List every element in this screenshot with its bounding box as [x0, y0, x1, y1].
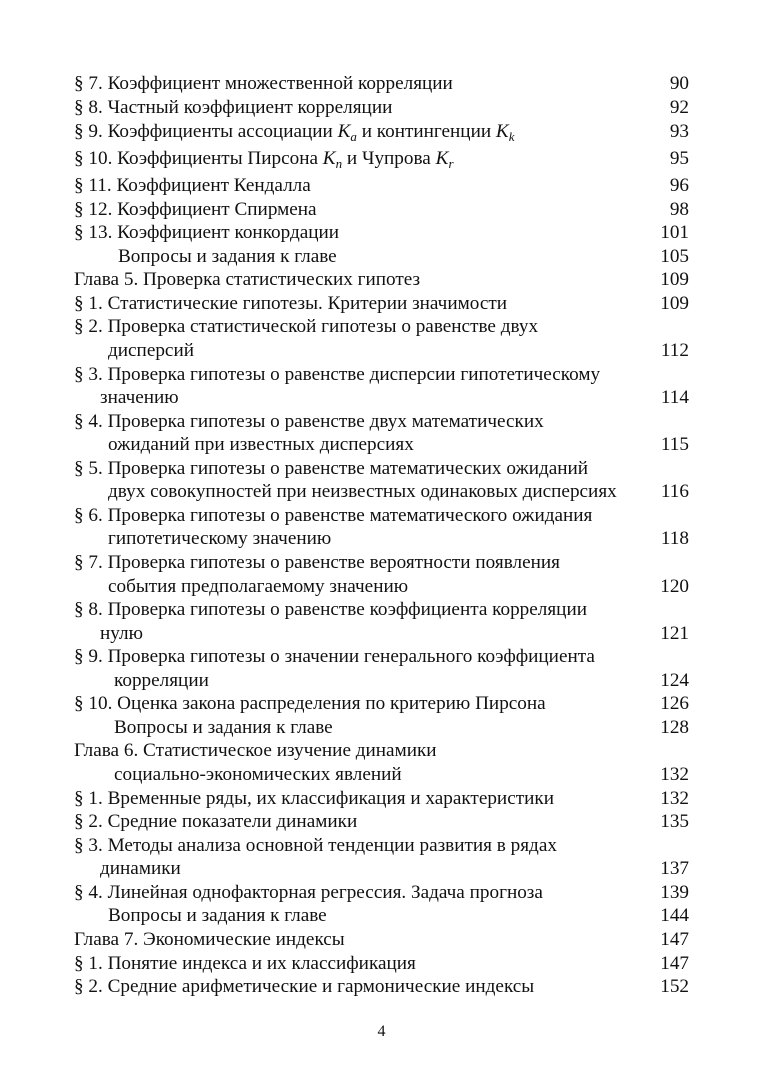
toc-line: [74, 221, 689, 245]
toc-text: события предполагаемому значению: [108, 576, 409, 597]
toc-text: § 8. Частный коэффициент корреляции: [74, 97, 393, 118]
toc-page-number: 96: [669, 175, 689, 196]
toc-text: значению: [100, 387, 179, 408]
toc-line: [74, 174, 689, 198]
toc-text: Вопросы и задания к главе: [118, 246, 337, 267]
toc-line: [74, 268, 689, 292]
toc-line: [74, 857, 689, 881]
toc-text: § 4. Линейная однофакторная регрессия. Задача прогноза: [74, 882, 543, 903]
toc-text: Глава 7. Экономические индексы: [74, 929, 345, 950]
toc-text: § 13. Коэффициент конкордации: [74, 222, 340, 243]
toc-text: § 3. Проверка гипотезы о равенстве дисперсии гипотетическому: [74, 364, 601, 385]
toc-line: [74, 763, 689, 787]
toc-line: [74, 716, 689, 740]
page-number: 4: [377, 1023, 386, 1040]
toc-text: Глава 5. Проверка статистических гипотез: [74, 269, 421, 290]
toc-page-number: 135: [660, 811, 689, 832]
toc-line: [74, 480, 689, 504]
toc-page-number: 128: [660, 717, 689, 738]
toc-line: [74, 120, 689, 144]
toc-text: Вопросы и задания к главе: [114, 717, 333, 738]
toc-text: Вопросы и задания к главе: [108, 905, 327, 926]
toc-line: [74, 645, 689, 669]
toc-page-number: 98: [669, 199, 689, 220]
toc-text: динамики: [100, 858, 181, 879]
toc-page-number: 147: [660, 929, 689, 950]
toc-line: [74, 433, 689, 457]
toc-page-number: 121: [660, 623, 689, 644]
toc-text: § 11. Коэффициент Кендалла: [74, 175, 311, 196]
toc-line: [74, 551, 689, 575]
toc-page-number: 126: [660, 693, 689, 714]
toc-line: [74, 904, 689, 928]
toc-text: дисперсий: [108, 340, 194, 361]
math-symbol: $K_r$: [435, 148, 454, 171]
toc-page-number: 144: [660, 905, 689, 926]
toc-page-number: 90: [669, 73, 689, 94]
toc-text: § 9. Проверка гипотезы о значении генерального коэффициента: [74, 646, 595, 667]
toc-text: Глава 6. Статистическое изучение динамики: [74, 740, 437, 761]
toc-line: [74, 315, 689, 339]
toc-line: [74, 339, 689, 363]
toc-page-number: 124: [660, 670, 689, 691]
toc-line: [74, 975, 689, 999]
toc-line: [74, 292, 689, 316]
toc-text: корреляции: [114, 670, 209, 691]
toc-page-number: 92: [669, 97, 689, 118]
toc-page-number: 132: [660, 764, 689, 785]
toc-text: § 2. Средние арифметические и гармонические индексы: [74, 976, 535, 997]
toc-text: нулю: [100, 623, 143, 644]
toc-text: гипотетическому значению: [108, 528, 332, 549]
toc-text: § 8. Проверка гипотезы о равенстве коэффициента корреляции: [74, 599, 587, 620]
toc-line: [74, 928, 689, 952]
toc-text: § 6. Проверка гипотезы о равенстве математического ожидания: [74, 505, 593, 526]
toc-text: § 2. Средние показатели динамики: [74, 811, 358, 832]
toc-text: социально-экономических явлений: [114, 764, 402, 785]
toc-line: [74, 504, 689, 528]
toc-text: § 3. Методы анализа основной тенденции развития в рядах: [74, 835, 557, 856]
toc-text: § 2. Проверка статистической гипотезы о равенстве двух: [74, 316, 539, 337]
toc-line: [74, 363, 689, 387]
toc-page-number: 132: [660, 788, 689, 809]
toc-text: § 10. Оценка закона распределения по критерию Пирсона: [74, 693, 546, 714]
toc-text: § 7. Коэффициент множественной корреляции: [74, 73, 453, 94]
toc-page-number: 95: [669, 148, 689, 169]
toc-page-number: 139: [660, 882, 689, 903]
toc-text: § 9. Коэффициенты ассоциации $K_a$ и контингенции $K_k$: [74, 121, 515, 144]
toc-text: § 1. Статистические гипотезы. Критерии значимости: [74, 293, 507, 314]
toc-page-number: 116: [660, 481, 689, 502]
toc-page-number: 101: [660, 222, 689, 243]
toc-page-number: 152: [660, 976, 689, 997]
toc-line: [74, 622, 689, 646]
toc-text: двух совокупностей при неизвестных одинаковых дисперсиях: [108, 481, 617, 502]
toc-line: [74, 598, 689, 622]
toc-line: [74, 575, 689, 599]
toc-text: § 1. Понятие индекса и их классификация: [74, 953, 416, 974]
toc-line: [74, 739, 689, 763]
toc-page-number: 109: [660, 269, 689, 290]
toc-line: [74, 386, 689, 410]
toc-line: [74, 457, 689, 481]
toc-text: § 1. Временные ряды, их классификация и характеристики: [74, 788, 554, 809]
toc-text: ожиданий при известных дисперсиях: [108, 434, 414, 455]
toc-text: § 4. Проверка гипотезы о равенстве двух математических: [74, 411, 544, 432]
toc-page-number: 118: [660, 528, 689, 549]
toc-line: [74, 96, 689, 120]
toc-line: [74, 669, 689, 693]
toc-line: [74, 198, 689, 222]
toc-line: [74, 881, 689, 905]
toc-page-number: 93: [669, 121, 689, 142]
toc-line: [74, 410, 689, 434]
math-symbol: $K_n$: [322, 148, 343, 171]
toc-line: [74, 810, 689, 834]
toc-page-number: 109: [660, 293, 689, 314]
toc-text: § 5. Проверка гипотезы о равенстве математических ожиданий: [74, 458, 589, 479]
toc-line: [74, 147, 689, 171]
toc-line: [74, 952, 689, 976]
toc-page-number: 137: [660, 858, 689, 879]
toc-page-number: 115: [660, 434, 689, 455]
toc-line: [74, 692, 689, 716]
toc-page-number: 147: [660, 953, 689, 974]
toc-line: [74, 72, 689, 96]
toc-line: [74, 787, 689, 811]
toc-line: [74, 527, 689, 551]
toc-line: [74, 245, 689, 269]
math-symbol: $K_k$: [495, 121, 515, 144]
toc-page-number: 105: [660, 246, 689, 267]
toc-text: § 10. Коэффициенты Пирсона $K_n$ и Чупрова $K_r$: [74, 148, 454, 171]
math-symbol: $K_a$: [337, 121, 357, 144]
toc-page-number: 112: [660, 340, 689, 361]
toc-text: § 7. Проверка гипотезы о равенстве вероятности появления: [74, 552, 560, 573]
toc-text: § 12. Коэффициент Спирмена: [74, 199, 317, 220]
toc-page-number: 114: [660, 387, 689, 408]
toc-page-number: 120: [660, 576, 689, 597]
toc-line: [74, 834, 689, 858]
